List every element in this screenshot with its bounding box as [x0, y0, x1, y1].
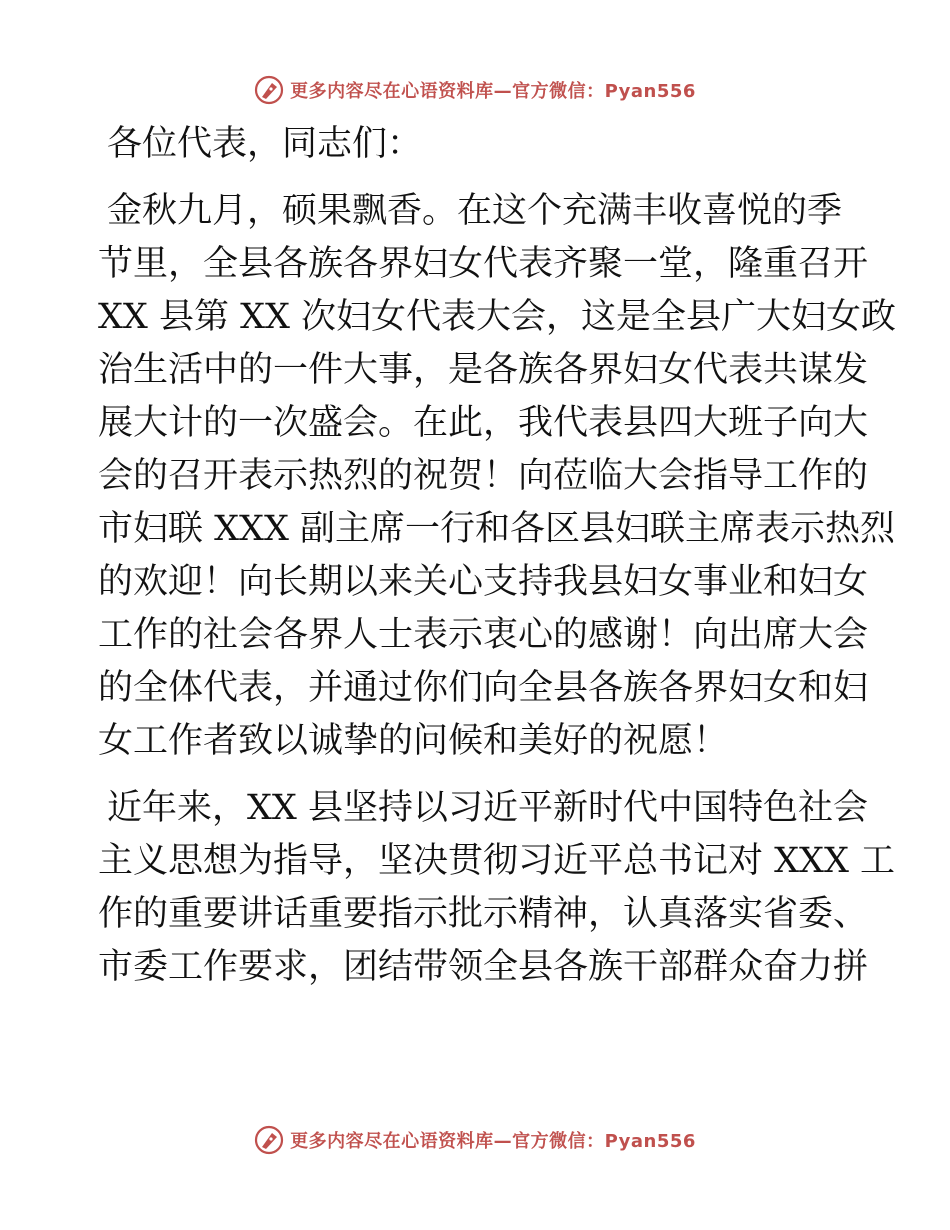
text-line: 的全体代表，并通过你们向全县各族各界妇女和妇 — [98, 668, 869, 708]
paragraph-2 — [98, 782, 896, 994]
pen-nib-logo-icon — [254, 75, 284, 105]
text-line: XX 县第 XX 次妇女代表大会，这是全县广大妇女政 — [98, 297, 897, 337]
text-line: 市委工作要求，团结带领全县各族干部群众奋力拼 — [98, 947, 869, 987]
text-line: 会的召开表示热烈的祝贺！向莅临大会指导工作的 — [98, 456, 869, 496]
text-line: 作的重要讲话重要指示批示精神，认真落实省委、 — [98, 894, 869, 934]
text-line: 节里，全县各族各界妇女代表齐聚一堂，隆重召开 — [98, 244, 869, 284]
header-banner — [0, 70, 950, 110]
paragraph-1 — [98, 185, 897, 768]
pen-nib-logo-icon — [254, 1125, 284, 1155]
text-line: 市妇联 XXX 副主席一行和各区县妇联主席表示热烈 — [98, 509, 896, 549]
footer-banner-text: 更多内容尽在心语资料库—官方微信：Pyan556 — [290, 1131, 696, 1152]
footer-banner — [0, 1120, 950, 1160]
document-body — [98, 118, 897, 994]
text-line: 工作的社会各界人士表示衷心的感谢！向出席大会 — [98, 615, 869, 655]
text-line: 近年来，XX 县坚持以习近平新时代中国特色社会 — [107, 788, 868, 828]
text-line: 的欢迎！向长期以来关心支持我县妇女事业和妇女 — [98, 562, 869, 602]
text-line: 治生活中的一件大事，是各族各界妇女代表共谋发 — [98, 350, 869, 390]
text-line: 女工作者致以诚挚的问候和美好的祝愿！ — [98, 721, 729, 761]
header-banner-text: 更多内容尽在心语资料库—官方微信：Pyan556 — [290, 81, 696, 102]
text-line: 主义思想为指导，坚决贯彻习近平总书记对 XXX 工 — [98, 841, 896, 881]
greeting: 各位代表，同志们： — [107, 124, 423, 164]
text-line: 展大计的一次盛会。在此，我代表县四大班子向大 — [98, 403, 869, 443]
text-line: 金秋九月，硕果飘香。在这个充满丰收喜悦的季 — [107, 191, 843, 231]
